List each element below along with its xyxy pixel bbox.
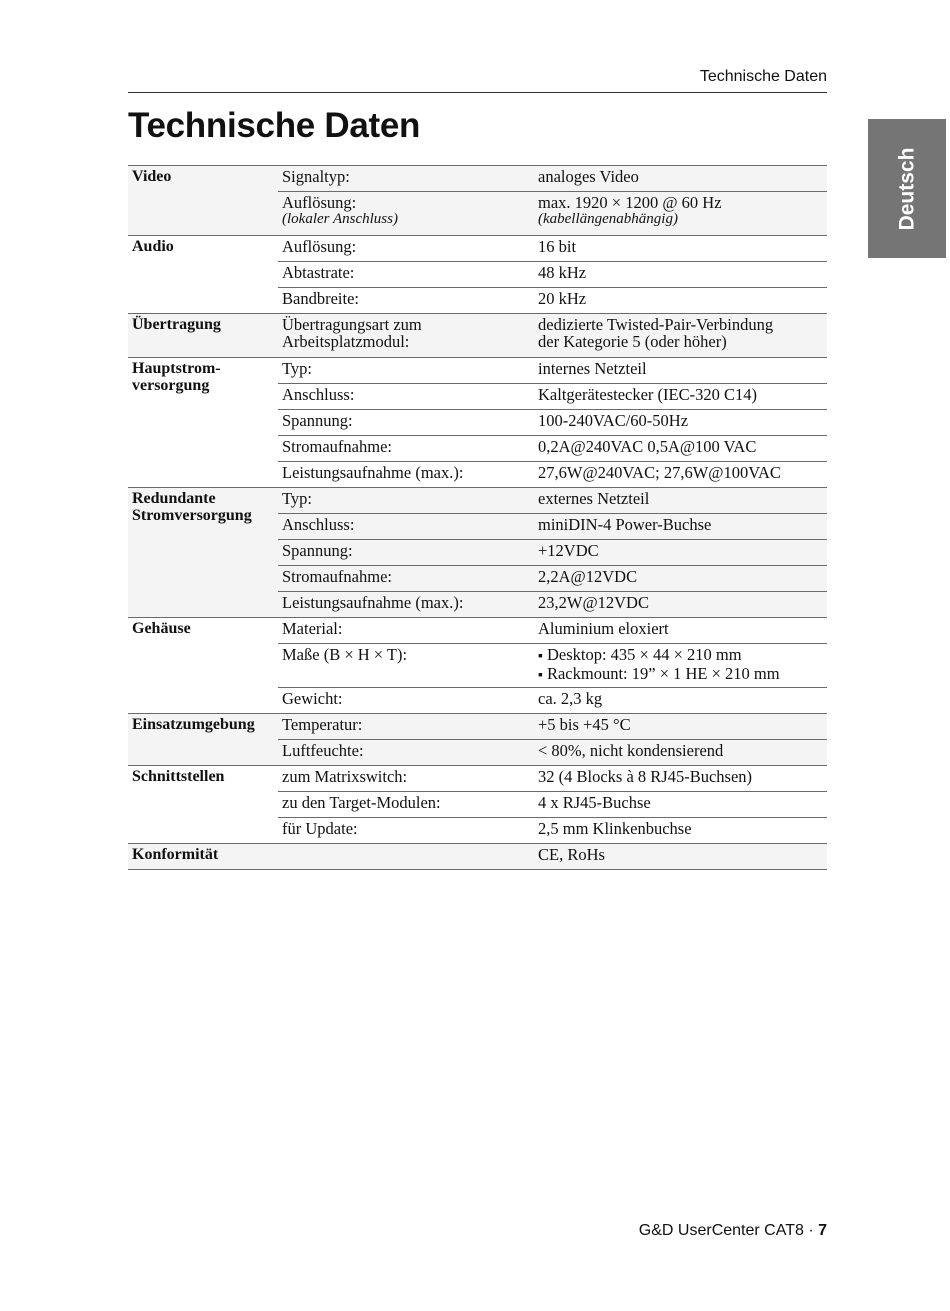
- footer-product: G&D UserCenter CAT8 ·: [638, 1222, 819, 1239]
- spec-value: internes Netzteil: [534, 358, 827, 384]
- spec-value: dedizierte Twisted-Pair-Verbindung der Kategorie 5 (oder höher): [534, 314, 827, 358]
- spec-value: [534, 644, 827, 688]
- spec-value: 2,2A@12VDC: [534, 566, 827, 592]
- spec-group-interfaces: [128, 766, 827, 844]
- spec-label: Leistungsaufnahme (max.):: [278, 592, 534, 618]
- spec-label: Typ:: [278, 488, 534, 514]
- spec-value: < 80%, nicht kondensierend: [534, 740, 827, 766]
- spec-group-audio: [128, 236, 827, 314]
- running-head: Technische Daten: [699, 68, 827, 85]
- spec-label: Übertragungsart zum Arbeitsplatzmodul:: [278, 314, 534, 358]
- spec-value: 48 kHz: [534, 262, 827, 288]
- spec-label: für Update:: [278, 818, 534, 844]
- spec-label: zu den Target-Modulen:: [278, 792, 534, 818]
- spec-label: Auflösung:: [278, 236, 534, 262]
- group-label: Übertragung: [128, 314, 278, 358]
- spec-value: +12VDC: [534, 540, 827, 566]
- group-label: Hauptstrom- versorgung: [128, 358, 278, 488]
- group-label: Konformität: [128, 844, 278, 870]
- spec-label-note: (lokaler Anschluss): [282, 211, 398, 227]
- spec-value: 2,5 mm Klinkenbuchse: [534, 818, 827, 844]
- group-label: Schnittstellen: [128, 766, 278, 844]
- spec-label: Anschluss:: [278, 384, 534, 410]
- spec-value: 23,2W@12VDC: [534, 592, 827, 618]
- spec-label: Luftfeuchte:: [278, 740, 534, 766]
- spec-value: miniDIN-4 Power-Buchse: [534, 514, 827, 540]
- spec-label: zum Matrixswitch:: [278, 766, 534, 792]
- spec-group-transmission: [128, 314, 827, 358]
- spec-value: 16 bit: [534, 236, 827, 262]
- spec-label: Signaltyp:: [278, 166, 534, 192]
- spec-group-video: [128, 166, 827, 236]
- spec-value: 27,6W@240VAC; 27,6W@100VAC: [534, 462, 827, 488]
- spec-group-environment: [128, 714, 827, 766]
- spec-label: Maße (B × H × T):: [278, 644, 534, 688]
- spec-group-redundant-power: [128, 488, 827, 618]
- header-rule: [128, 92, 827, 93]
- spec-value: ca. 2,3 kg: [534, 688, 827, 714]
- spec-value: CE, RoHs: [534, 844, 827, 870]
- spec-label: Stromaufnahme:: [278, 436, 534, 462]
- spec-label: Gewicht:: [278, 688, 534, 714]
- group-label: Redundante Stromversorgung: [128, 488, 278, 618]
- page-footer: [128, 1222, 827, 1240]
- group-label: Gehäuse: [128, 618, 278, 714]
- page-title: Technische Daten: [128, 106, 421, 145]
- spec-group-conformity: [128, 844, 827, 870]
- spec-value: 20 kHz: [534, 288, 827, 314]
- spec-value: 4 x RJ45-Buchse: [534, 792, 827, 818]
- spec-label: Typ:: [278, 358, 534, 384]
- spec-value: +5 bis +45 °C: [534, 714, 827, 740]
- spec-value: 100-240VAC/60-50Hz: [534, 410, 827, 436]
- spec-label: Material:: [278, 618, 534, 644]
- language-tab-label: Deutsch: [895, 147, 919, 230]
- spec-group-housing: [128, 618, 827, 714]
- spec-value-note: (kabellängenabhängig): [538, 211, 678, 227]
- bullet-item: ▪ Desktop: 435 × 44 × 210 mm: [538, 646, 823, 665]
- spec-value: externes Netzteil: [534, 488, 827, 514]
- group-label: Video: [128, 166, 278, 236]
- spec-label: Spannung:: [278, 410, 534, 436]
- spec-label: Stromaufnahme:: [278, 566, 534, 592]
- group-label: Audio: [128, 236, 278, 314]
- spec-label: Bandbreite:: [278, 288, 534, 314]
- spec-value: Kaltgerätestecker (IEC-320 C14): [534, 384, 827, 410]
- spec-label: Spannung:: [278, 540, 534, 566]
- page-number: 7: [818, 1222, 827, 1239]
- group-label: Einsatzumgebung: [128, 714, 278, 766]
- spec-label: Anschluss:: [278, 514, 534, 540]
- spec-value: analoges Video: [534, 166, 827, 192]
- spec-value: Aluminium eloxiert: [534, 618, 827, 644]
- spec-value: 32 (4 Blocks à 8 RJ45-Buchsen): [534, 766, 827, 792]
- spec-label: Abtastrate:: [278, 262, 534, 288]
- spec-value: max. 1920 × 1200 @ 60 Hz (kabellängenabhängig): [534, 192, 827, 236]
- spec-group-main-power: [128, 358, 827, 488]
- spec-value: 0,2A@240VAC 0,5A@100 VAC: [534, 436, 827, 462]
- bullet-item: ▪ Rackmount: 19” × 1 HE × 210 mm: [538, 665, 823, 684]
- spec-label: Leistungsaufnahme (max.):: [278, 462, 534, 488]
- spec-table: [128, 165, 827, 870]
- spec-label: Temperatur:: [278, 714, 534, 740]
- spec-label: [278, 844, 534, 870]
- spec-label: Auflösung: (lokaler Anschluss): [278, 192, 534, 236]
- language-tab: [868, 119, 946, 258]
